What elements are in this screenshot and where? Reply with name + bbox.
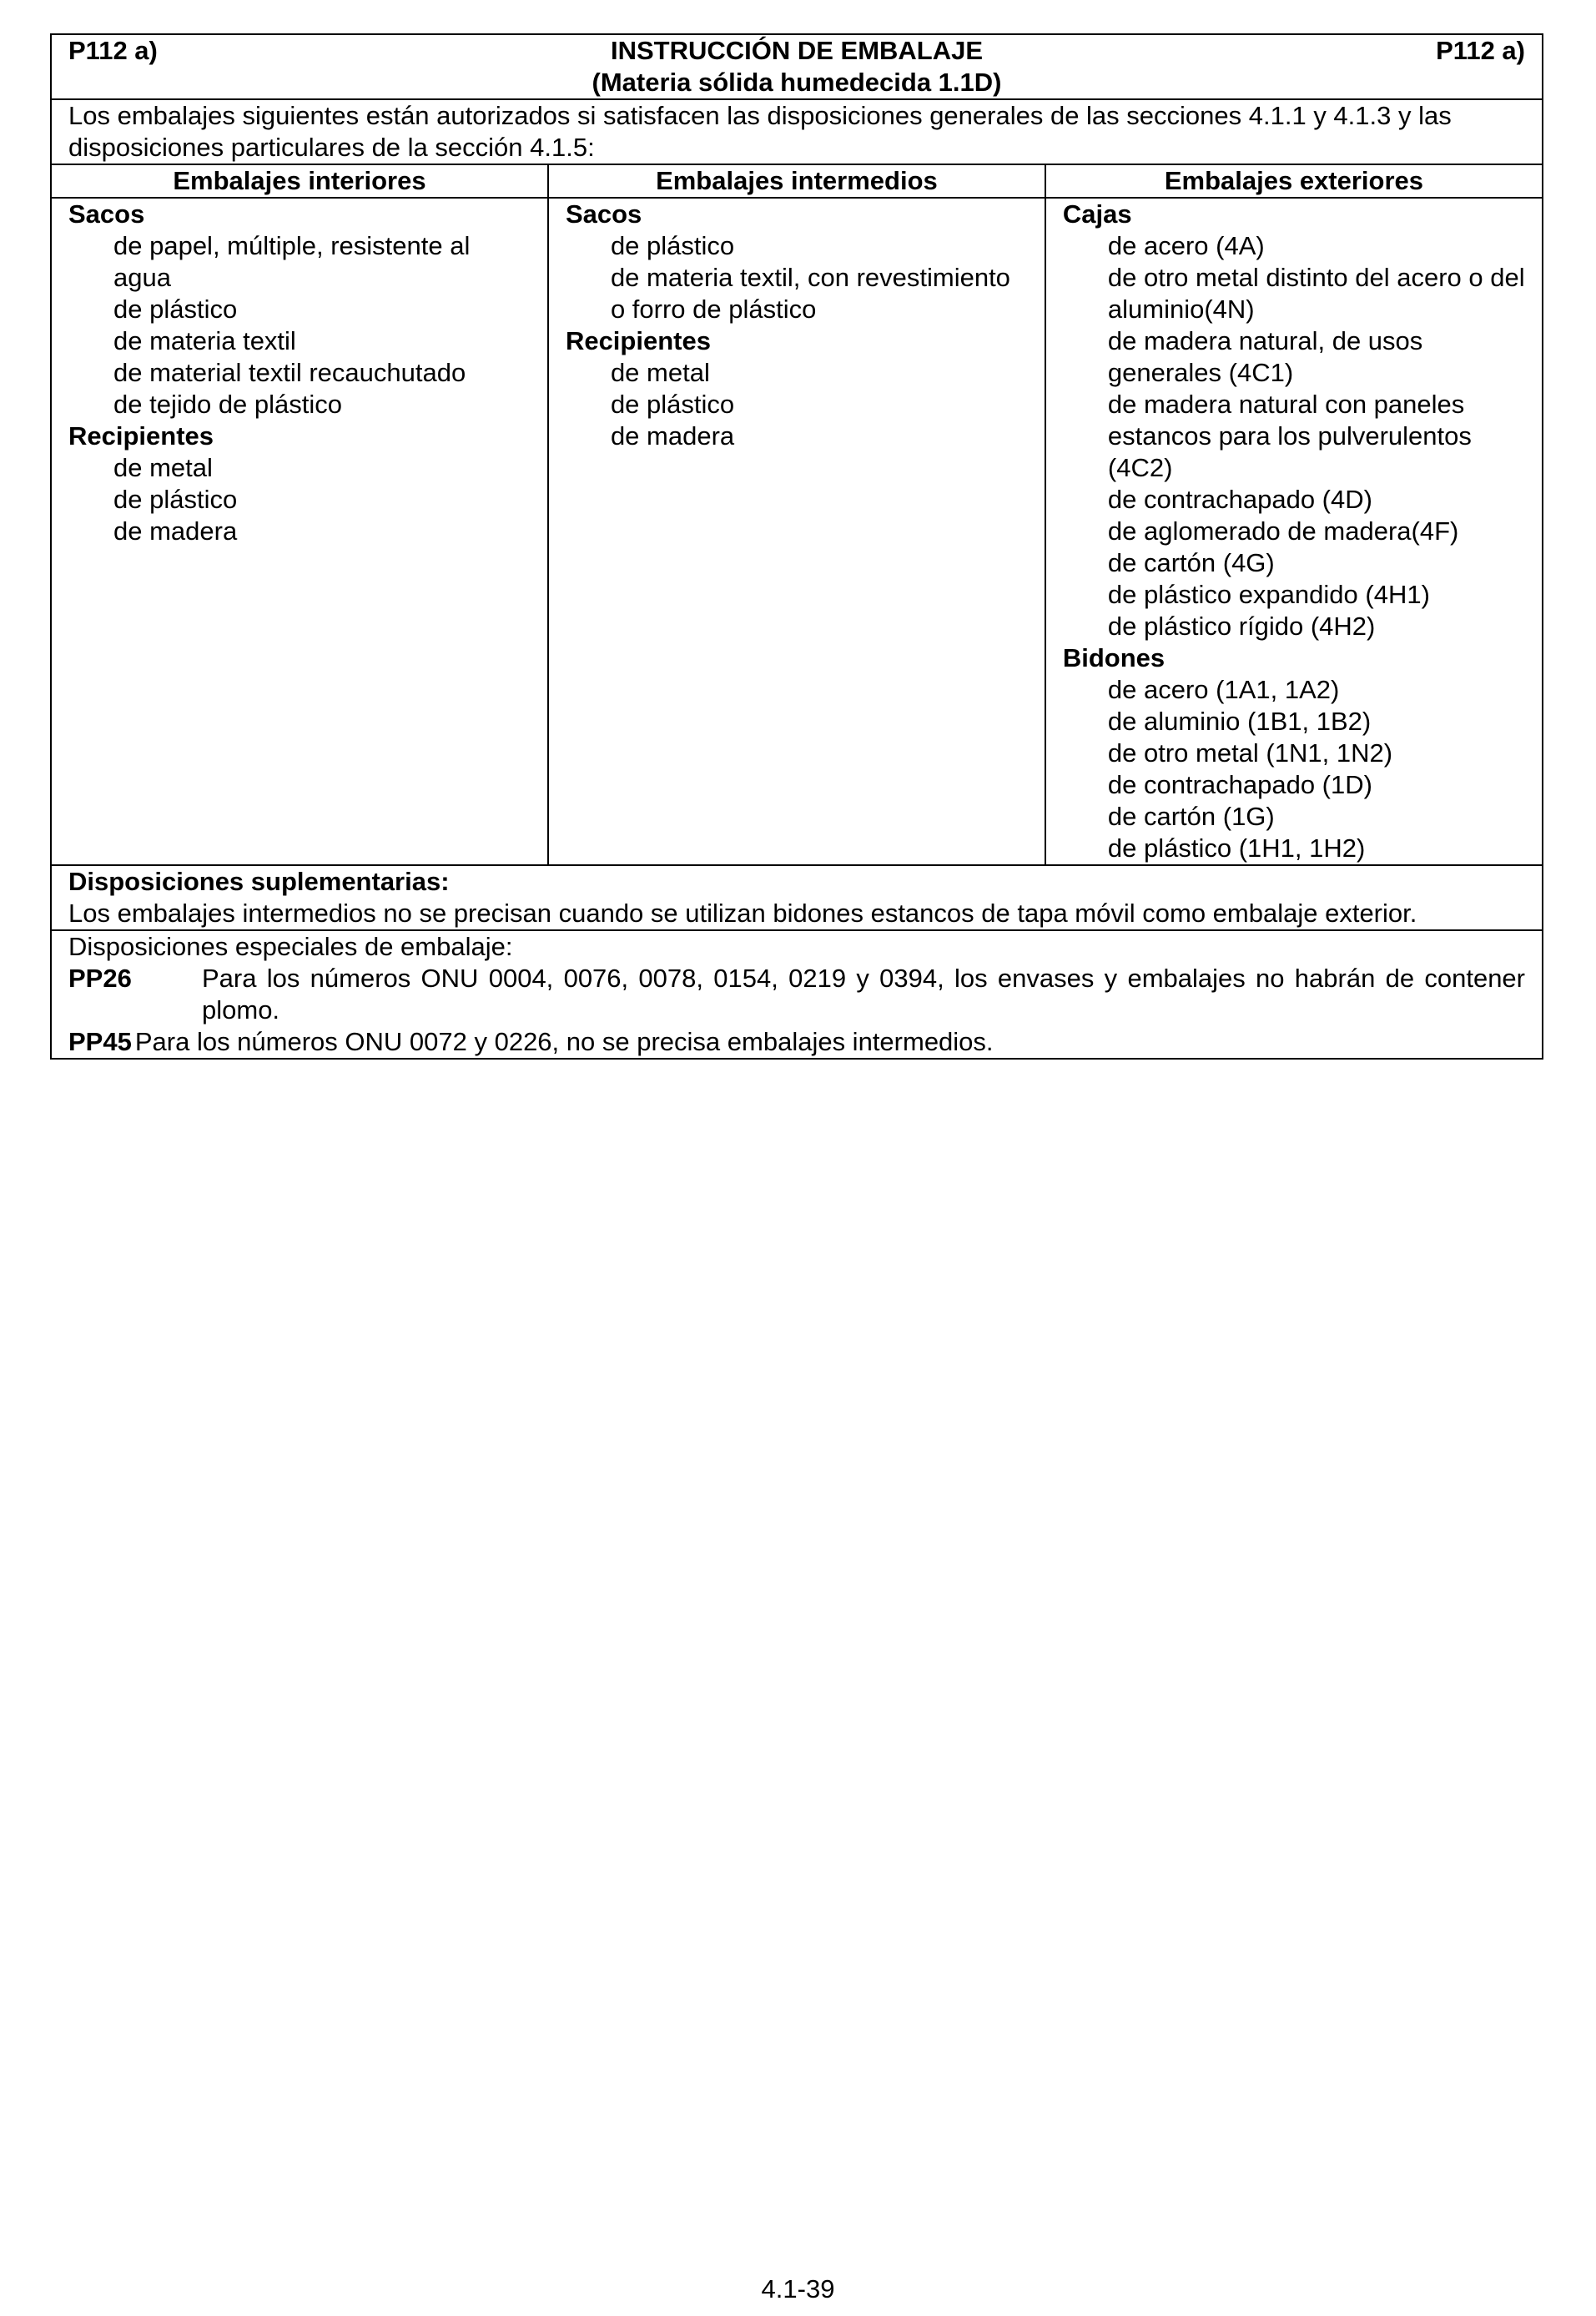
page-number: 4.1-39 [761, 2274, 835, 2303]
provision-pp45 [68, 1026, 1525, 1058]
list-item: de madera natural con paneles estancos para los pulverulentos (4C2) [1107, 390, 1472, 482]
supplementary-label: Disposiciones suplementarias: [68, 867, 450, 896]
list-item: de materia textil, con revestimiento o forro de plástico [610, 263, 1010, 324]
list-item: de metal [610, 358, 710, 387]
inner-cell [51, 198, 548, 865]
list-item: de otro metal distinto del acero o del aluminio(4N) [1107, 263, 1525, 324]
supplementary-text: Los embalajes intermedios no se precisan cuando se utilizan bidones estancos de tapa móvil como embalaje exterior. [68, 899, 1417, 928]
pp26-code: PP26 [68, 964, 132, 993]
instruction-subtitle: (Materia sólida humedecida 1.1D) [592, 68, 1002, 97]
intermediate-cell [548, 198, 1045, 865]
intermediate-recipientes-label: Recipientes [565, 326, 711, 355]
provision-pp26 [68, 963, 1525, 1026]
pp45-code: PP45 [68, 1027, 132, 1056]
col-head-intermediate: Embalajes intermedios [548, 164, 1045, 198]
outer-bidones-label: Bidones [1062, 643, 1166, 672]
code-left: P112 a) [68, 36, 158, 65]
list-item: de plástico [113, 485, 238, 514]
intro-text: Los embalajes siguientes están autorizados si satisfacen las disposiciones generales de las secciones 4.1.1 y 4.1.3 y las disposiciones particulares de la sección 4.1.5: [68, 101, 1452, 162]
list-item: de cartón (1G) [1107, 802, 1275, 831]
list-item: de aglomerado de madera(4F) [1107, 516, 1459, 546]
list-item: de contrachapado (1D) [1107, 770, 1372, 799]
inner-sacos-label: Sacos [68, 199, 145, 229]
packing-instruction-page [50, 33, 1543, 1060]
inner-recipientes-label: Recipientes [68, 421, 214, 451]
supplementary-cell [51, 865, 1543, 930]
header-cell [51, 34, 1543, 99]
list-item: de cartón (4G) [1107, 548, 1275, 577]
list-item: de plástico rígido (4H2) [1107, 612, 1376, 641]
intermediate-sacos-label: Sacos [565, 199, 642, 229]
special-provisions-label: Disposiciones especiales de embalaje: [68, 932, 513, 961]
list-item: de material textil recauchutado [113, 358, 466, 387]
list-item: de acero (4A) [1107, 231, 1265, 260]
list-item: de plástico [113, 295, 238, 324]
special-provisions-cell [51, 930, 1543, 1059]
list-item: de plástico [610, 390, 735, 419]
list-item: de plástico expandido (4H1) [1107, 580, 1430, 609]
packing-instruction-table [50, 33, 1543, 1060]
instruction-title: INSTRUCCIÓN DE EMBALAJE [610, 36, 984, 65]
list-item: de acero (1A1, 1A2) [1107, 675, 1340, 704]
pp26-text: Para los números ONU 0004, 0076, 0078, 0154, 0219 y 0394, los envases y embalajes no habrán de contener plomo. [202, 964, 1525, 1025]
code-right: P112 a) [1436, 36, 1525, 65]
list-item: de madera [113, 516, 238, 546]
list-item: de plástico [610, 231, 735, 260]
list-item: de madera natural, de usos generales (4C1) [1107, 326, 1423, 387]
col-head-outer: Embalajes exteriores [1045, 164, 1543, 198]
list-item: de tejido de plástico [113, 390, 343, 419]
list-item: de papel, múltiple, resistente al agua [113, 231, 471, 292]
list-item: de madera [610, 421, 735, 451]
list-item: de materia textil [113, 326, 296, 355]
list-item: de contrachapado (4D) [1107, 485, 1372, 514]
intro-cell [51, 99, 1543, 164]
list-item: de plástico (1H1, 1H2) [1107, 833, 1366, 863]
outer-cell [1045, 198, 1543, 865]
pp45-text: Para los números ONU 0072 y 0226, no se precisa embalajes intermedios. [134, 1027, 994, 1056]
col-head-inner: Embalajes interiores [51, 164, 548, 198]
list-item: de otro metal (1N1, 1N2) [1107, 738, 1393, 768]
outer-cajas-label: Cajas [1062, 199, 1132, 229]
list-item: de metal [113, 453, 213, 482]
list-item: de aluminio (1B1, 1B2) [1107, 707, 1372, 736]
